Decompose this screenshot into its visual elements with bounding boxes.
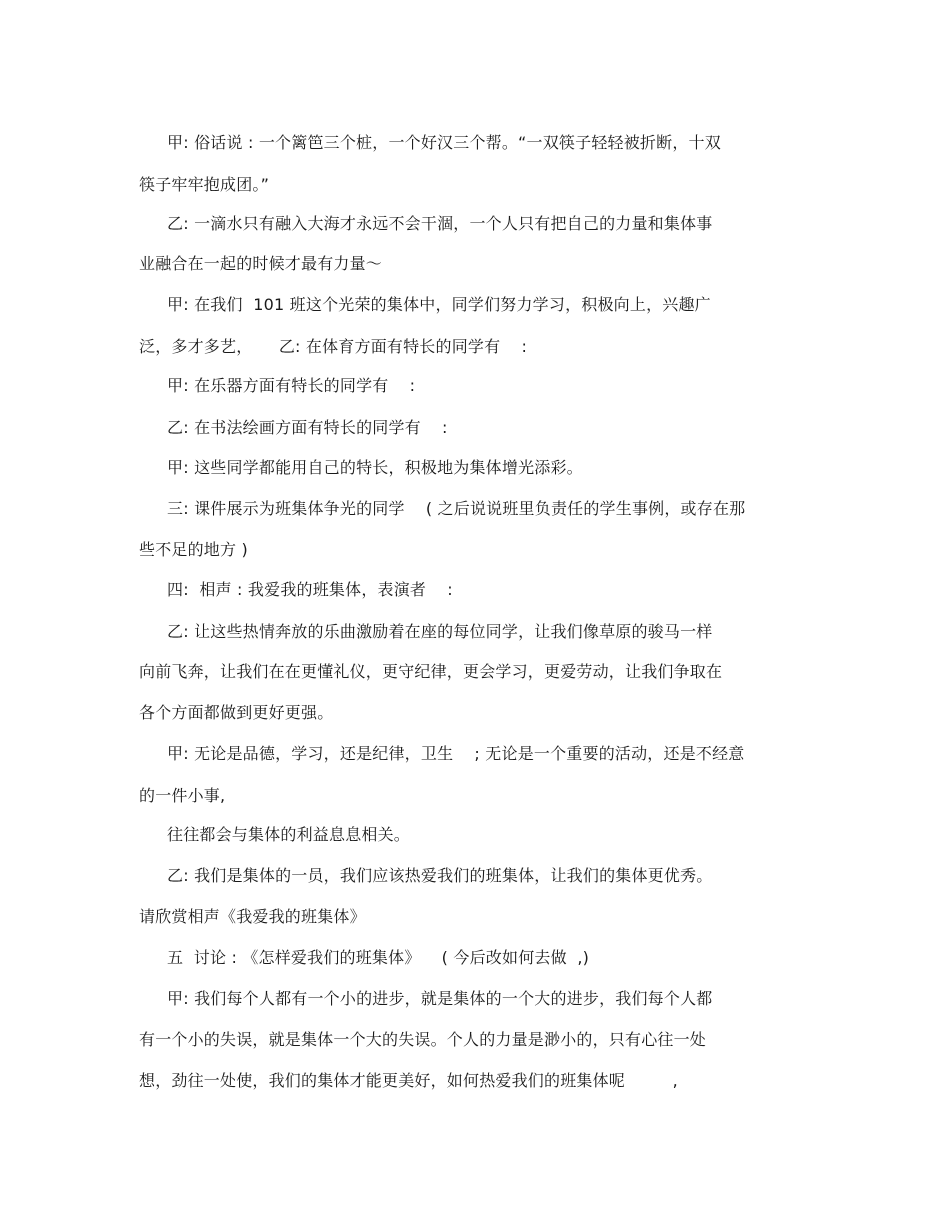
paragraph-line: 些不足的地方 ) bbox=[139, 540, 248, 559]
paragraph-line: 乙: 我们是集体的一员，我们应该热爱我们的班集体，让我们的集体更优秀。 bbox=[167, 866, 713, 885]
paragraph-line: 甲: 俗话说 : 一个篱笆三个桩，一个好汉三个帮。“一双筷子轻轻被折断，十双 bbox=[167, 133, 721, 152]
paragraph-line: 向前飞奔，让我们在在更懂礼仪，更守纪律，更会学习，更爱劳动，让我们争取在 bbox=[139, 662, 723, 681]
paragraph-line: 甲: 在我们 101 班这个光荣的集体中，同学们努力学习，积极向上，兴趣广 bbox=[167, 295, 711, 314]
paragraph-line: 想，劲往一处使，我们的集体才能更美好，如何热爱我们的班集体呢 , bbox=[139, 1071, 678, 1090]
paragraph-line: 的一件小事, bbox=[139, 786, 226, 805]
paragraph-line: 五 讨论 : 《怎样爱我们的班集体》 ( 今后改如何去做 ,) bbox=[167, 948, 590, 967]
paragraph-line: 三: 课件展示为班集体争光的同学 ( 之后说说班里负责任的学生事例，或存在那 bbox=[167, 499, 746, 518]
paragraph-line: 甲: 这些同学都能用自己的特长，积极地为集体增光添彩。 bbox=[167, 458, 583, 477]
paragraph-line: 业融合在一起的时候才最有力量～ bbox=[139, 254, 383, 273]
paragraph-line: 乙: 让这些热情奔放的乐曲激励着在座的每位同学，让我们像草原的骏马一样 bbox=[167, 622, 713, 641]
paragraph-line: 请欣赏相声《我爱我的班集体》 bbox=[139, 907, 366, 926]
paragraph-line: 甲: 我们每个人都有一个小的进步，就是集体的一个大的进步，我们每个人都 bbox=[167, 989, 713, 1008]
paragraph-line: 泛，多才多艺， 乙: 在体育方面有特长的同学有 : bbox=[139, 337, 528, 356]
paragraph-line: 乙: 在书法绘画方面有特长的同学有 : bbox=[167, 418, 448, 437]
paragraph-line: 乙: 一滴水只有融入大海才永远不会干涸，一个人只有把自己的力量和集体事 bbox=[167, 214, 713, 233]
paragraph-line: 有一个小的失误，就是集体一个大的失误。个人的力量是渺小的，只有心往一处 bbox=[139, 1030, 707, 1049]
paragraph-line: 筷子牢牢抱成团。” bbox=[139, 175, 270, 194]
paragraph-line: 甲: 无论是品德，学习，还是纪律，卫生 ; 无论是一个重要的活动，还是不经意 bbox=[167, 744, 745, 763]
paragraph-line: 各个方面都做到更好更强。 bbox=[139, 703, 334, 722]
paragraph-line: 四: 相声 : 我爱我的班集体，表演者 : bbox=[167, 580, 453, 599]
paragraph-line: 甲: 在乐器方面有特长的同学有 : bbox=[167, 376, 416, 395]
paragraph-line: 往往都会与集体的利益息息相关。 bbox=[167, 825, 411, 844]
